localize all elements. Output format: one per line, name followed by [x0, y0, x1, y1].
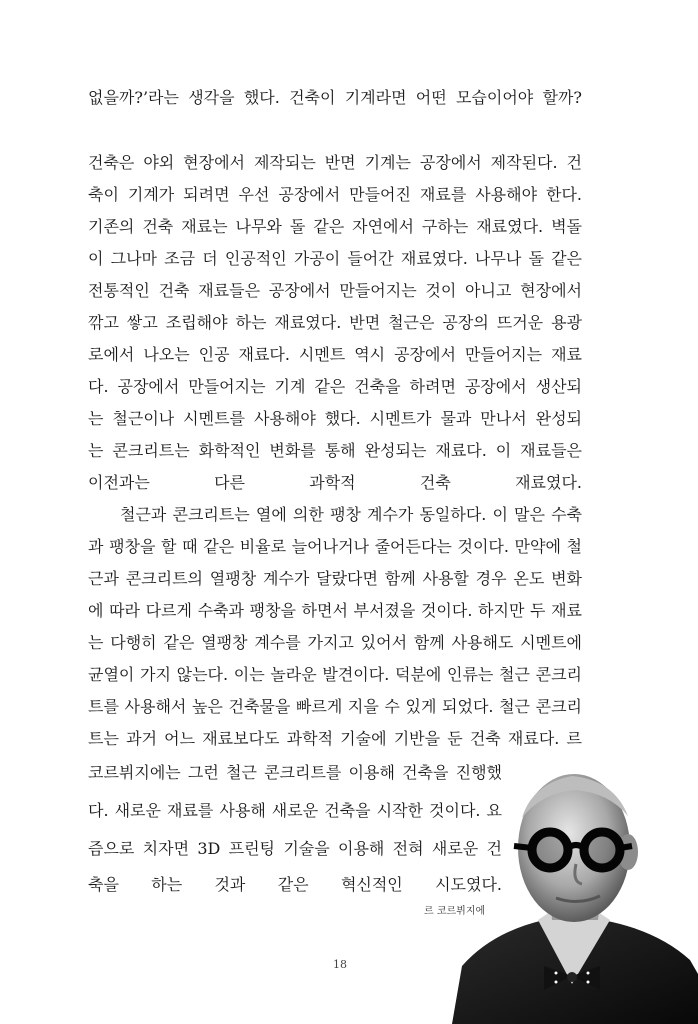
- text-line: 전통적인 건축 재료들은 공장에서 만들어지는 것이 아니고 현장에서: [88, 281, 582, 300]
- opening-line: 없을까?’라는 생각을 했다. 건축이 기계라면 어떤 모습이어야 할까?: [88, 88, 582, 107]
- text-line: 깎고 쌓고 조립해야 하는 재료였다. 반면 철근은 공장의 뜨거운 용광: [88, 313, 582, 332]
- text-line: 철근과 콘크리트는 열에 의한 팽창 계수가 동일하다. 이 말은 수축: [120, 505, 582, 524]
- text-line: 는 철근이나 시멘트를 사용해야 했다. 시멘트가 물과 만나서 완성되: [88, 409, 582, 428]
- photo-caption: 르 코르뷔지에: [424, 906, 486, 917]
- text-line: 근과 콘크리트의 열팽창 계수가 달랐다면 함께 사용할 경우 온도 변화: [88, 569, 582, 588]
- page-number: 18: [333, 958, 347, 971]
- text-line: 는 다행히 같은 열팽창 계수를 가지고 있어서 함께 사용해도 시멘트에: [88, 633, 582, 652]
- text-line: 트를 사용해서 높은 건축물을 빠르게 지을 수 있게 되었다. 철근 콘크리: [88, 697, 582, 716]
- text-line: 건축은 야외 현장에서 제작되는 반면 기계는 공장에서 제작된다. 건: [88, 153, 582, 172]
- text-line: 로에서 나오는 인공 재료다. 시멘트 역시 공장에서 만들어지는 재료: [88, 345, 582, 364]
- text-line: 이 그나마 조금 더 인공적인 가공이 들어간 재료였다. 나무나 돌 같은: [88, 249, 582, 268]
- text-line: 기존의 건축 재료는 나무와 돌 같은 자연에서 구하는 재료였다. 벽돌: [88, 217, 582, 236]
- text-line: 다. 공장에서 만들어지는 기계 같은 건축을 하려면 공장에서 생산되: [88, 377, 582, 396]
- text-line: 균열이 가지 않는다. 이는 놀라운 발견이다. 덕분에 인류는 철근 콘크리: [88, 665, 582, 684]
- text-line: 에 따라 다르게 수축과 팽창을 하면서 부서졌을 것이다. 하지만 두 재료: [88, 601, 582, 620]
- text-line: 는 콘크리트는 화학적인 변화를 통해 완성되는 재료다. 이 재료들은: [88, 441, 582, 460]
- text-line: 트는 과거 어느 재료보다도 과학적 기술에 기반을 둔 건축 재료다. 르: [88, 729, 582, 748]
- text-line: 즘으로 치자면 3D 프린팅 기술을 이용해 전혀 새로운 건: [88, 839, 502, 858]
- text-line: 이전과는 다른 과학적 건축 재료였다.: [88, 473, 582, 492]
- text-line: 축이 기계가 되려면 우선 공장에서 만들어진 재료를 사용해야 한다.: [88, 185, 582, 204]
- text-line: 다. 새로운 재료를 사용해 새로운 건축을 시작한 것이다. 요: [88, 801, 502, 820]
- text-line: 과 팽창을 할 때 같은 비율로 늘어나거나 줄어든다는 것이다. 만약에 철: [88, 537, 582, 556]
- text-line: 축을 하는 것과 같은 혁신적인 시도였다.: [88, 875, 502, 894]
- text-line: 코르뷔지에는 그런 철근 콘크리트를 이용해 건축을 진행했: [88, 763, 502, 782]
- portrait-photo: [452, 770, 698, 1024]
